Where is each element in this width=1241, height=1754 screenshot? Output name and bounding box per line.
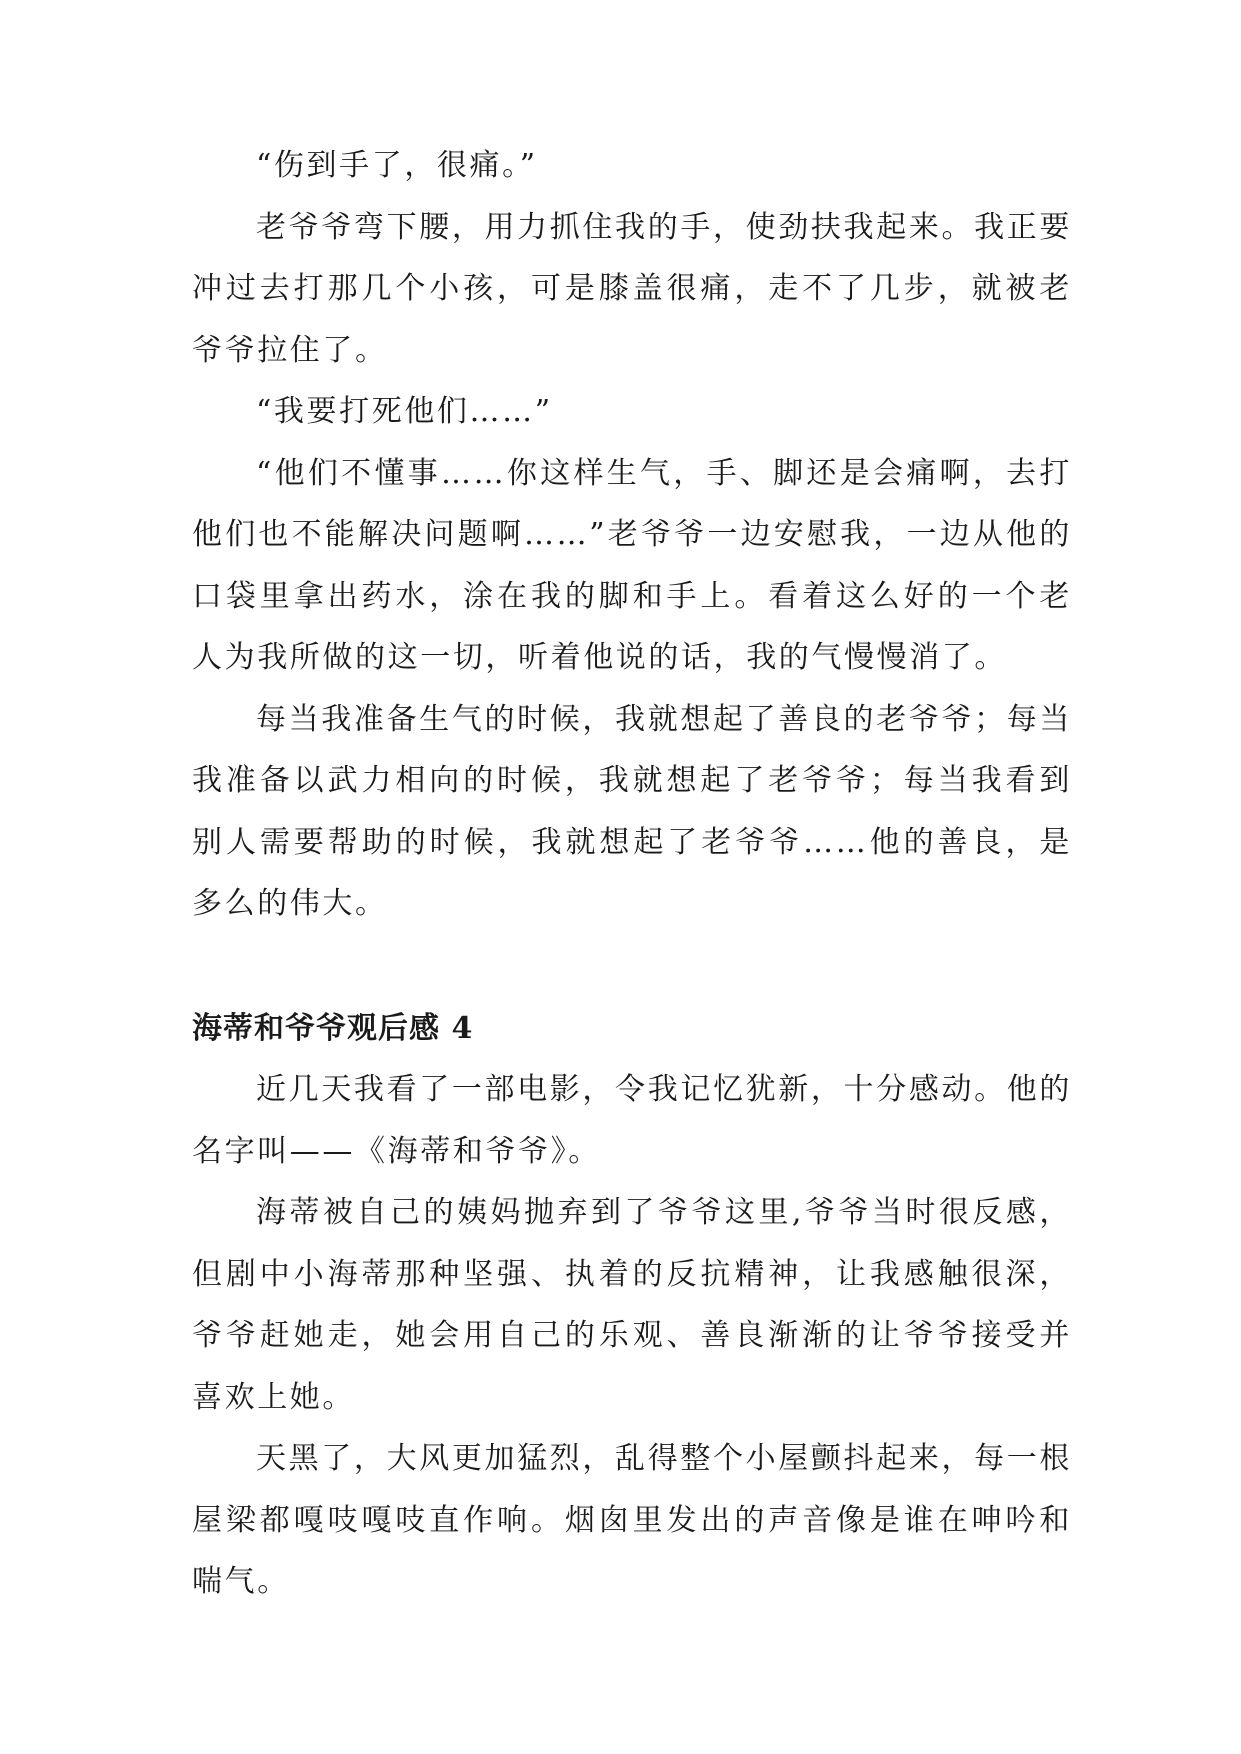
paragraph: 天黑了，大风更加猛烈，乱得整个小屋颤抖起来，每一根屋梁都嘎吱嘎吱直作响。烟囱里发出的声音像是谁在呻吟和喘气。 [192, 1441, 1072, 1599]
section-heading: 海蒂和爷爷观后感 4 [192, 1010, 474, 1046]
paragraph: “我要打死他们……” [256, 394, 553, 429]
paragraph: 近几天我看了一部电影，令我记忆犹新，十分感动。他的名字叫——《海蒂和爷爷》。 [192, 1072, 1072, 1169]
paragraph: “他们不懂事……你这样生气，手、脚还是会痛啊，去打他们也不能解决问题啊……”老爷爷一边安慰我，一边从他的口袋里拿出药水，涂在我的脚和手上。看着这么好的一个老人为我所做的这一切，听着他说的话，我的气慢慢消了。 [192, 455, 1072, 675]
paragraph: 老爷爷弯下腰，用力抓住我的手，使劲扶我起来。我正要冲过去打那几个小孩，可是膝盖很痛，走不了几步，就被老爷爷拉住了。 [192, 209, 1072, 368]
document-body [192, 135, 1072, 1613]
paragraph: 每当我准备生气的时候，我就想起了善良的老爷爷；每当我准备以武力相向的时候，我就想起了老爷爷；每当我看到别人需要帮助的时候，我就想起了老爷爷……他的善良，是多么的伟大。 [192, 701, 1072, 921]
paragraph: “伤到手了，很痛。” [256, 148, 538, 183]
paragraph: 海蒂被自己的姨妈抛弃到了爷爷这里,爷爷当时很反感，但剧中小海蒂那种坚强、执着的反抗精神，让我感触很深，爷爷赶她走，她会用自己的乐观、善良渐渐的让爷爷接受并喜欢上她。 [192, 1195, 1072, 1415]
